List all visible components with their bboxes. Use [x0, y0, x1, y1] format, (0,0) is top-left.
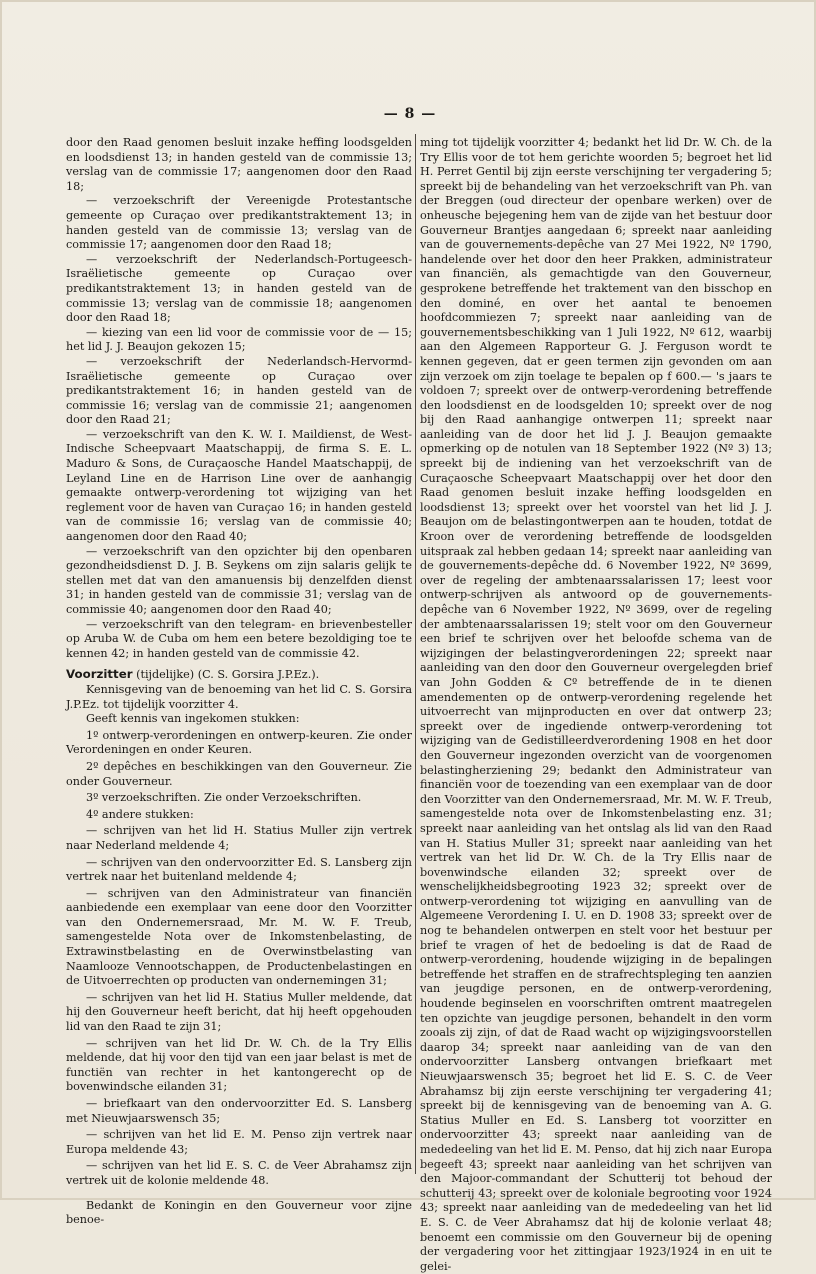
right-column: [420, 136, 772, 1274]
list-item: — schrijven van het lid H. Statius Muller meldende, dat hij den Gouverneur heeft bericht, dat hij heeft opgehouden lid van den Raad te zijn 31;: [66, 990, 412, 1034]
paragraph: Kennisgeving van de benoeming van het lid C. S. Gorsira J.P.Ez. tot tijdelijk voorzitter 4.: [66, 682, 412, 711]
list-item: — verzoekschrift der Vereenigde Protestantsche gemeente op Curaçao over predikantstraktement 13; in handen gesteld van de commissie 13; verslag van de commissie 17; aangenomen door den Raad 18;: [66, 194, 412, 252]
left-column: [66, 136, 412, 1228]
list-item: 1º ontwerp-verordeningen en ontwerp-keuren. Zie onder Verordeningen en onder Keuren.: [66, 728, 412, 757]
list-item: — schrijven van het lid E. M. Penso zijn vertrek naar Europa meldende 43;: [66, 1128, 412, 1156]
column-divider: [415, 134, 416, 1174]
section-heading: Voorzitter: [66, 667, 133, 682]
list-item: — kiezing van een lid voor de commissie voor de — 15; het lid J. J. Beaujon gekozen 15;: [66, 325, 412, 354]
list-item: — verzoekschrift van den telegram- en brievenbesteller op Aruba W. de Cuba om hem een betere bezoldiging toe te kennen 42; in handen gesteld van de commissie 42.: [66, 617, 412, 660]
paragraph: door den Raad genomen besluit inzake heffing loodsgelden en loodsdienst 13; in handen gesteld van de commissie 13; verslag van de commissie 17; aangenomen door den Raad 18;: [66, 136, 412, 193]
list-item: — verzoekschrift der Nederlandsch-Hervormd-Israëlietische gemeente op Curaçao over predikantstraktement 16; in handen gesteld van de commissie 16; verslag van de commissie 21; aangenomen door den Raad 21;: [66, 354, 412, 427]
list-item: — verzoekschrift der Nederlandsch-Portugeesch-Israëlietische gemeente op Curaçao over predikantstraktement 13; in handen gesteld van de commissie 13; verslag van de commissie 18; aangenomen door den Raad 18;: [66, 252, 412, 325]
list-item: — verzoekschrift van den K. W. I. Maildienst, de West-Indische Scheepvaart Maatschappij, de firma S. E. L. Maduro & Sons, de Curaçaosche Handel Maatschappij, de Leyland Line en de Harrison Line over de aanhangig gemaakte ontwerp-verordening tot wijziging van het reglement voor de haven van Curaçao 16; in handen gesteld van de commissie 16; verslag van de commissie 40; aangenomen door den Raad 40;: [66, 427, 412, 544]
section-heading-line: [66, 667, 412, 683]
page-number: — 8 —: [383, 106, 437, 122]
list-item: — schrijven van den ondervoorzitter Ed. S. Lansberg zijn vertrek naar het buitenland meldende 4;: [66, 855, 412, 884]
list-item: 3º verzoekschriften. Zie onder Verzoekschriften.: [86, 791, 362, 805]
section-heading-rest: (tijdelijke) (C. S. Gorsira J.P.Ez.).: [132, 668, 320, 682]
list-item: — briefkaart van den ondervoorzitter Ed. S. Lansberg met Nieuwjaarswensch 35;: [66, 1097, 412, 1125]
list-item: — schrijven van het lid E. S. C. de Veer Abrahamsz zijn vertrek uit de kolonie meldende 48.: [66, 1159, 412, 1187]
list-item: — schrijven van het lid Dr. W. Ch. de la Try Ellis meldende, dat hij voor den tijd van een jaar belast is met de functiën van rechter in het kantongerecht op de bovenwindsche eilanden 31;: [66, 1036, 412, 1094]
list-item: 2º depêches en beschikkingen van den Gouverneur. Zie onder Gouverneur.: [66, 759, 412, 788]
list-item: — schrijven van den Administrateur van financiën aanbiedende een exemplaar van eene door den Voorzitter van den Ondernemersraad, Mr. M. W. F. Treub, samengestelde Nota over de Inkomstenbelasting, de Extrawinstbelasting en de Overwinstbelasting van Naamlooze Vennootschappen, de Productenbelastingen en de Uitvoerrechten op producten van ondernemingen 31;: [66, 886, 412, 988]
paragraph: Bedankt de Koningin en den Gouverneur voor zijne benoe-: [66, 1198, 412, 1227]
paragraph: Geeft kennis van ingekomen stukken:: [86, 712, 300, 726]
paragraph: ming tot tijdelijk voorzitter 4; bedankt het lid Dr. W. Ch. de la Try Ellis voor de tot hem gerichte woorden 5; begroet het lid H. Perret Gentil bij zijn eerste verschijning ter vergadering 5; spreekt bij de behandeling van het verzoekschrift van Ph. van der Breggen (oud directeur der openbare werken) over de onheusche bejegening hem van de zijde van het bestuur door Gouverneur Brantjes aangedaan 6; spreekt naar aanleiding van de gouvernements-depêche van 27 Mei 1922, Nº 1790, handelende over het door den heer Prakken, administrateur van financiën, als gemachtigde van den Gouverneur, gesprokene betreffende het traktement van den bisschop en den dominé, en over het aantal te benoemen hoofdcommiezen 7; spreekt naar aanleiding van de gouvernementsbeschikking van 1 Juli 1922, Nº 612, waarbij aan den Algemeen Rapporteur G. J. Ferguson wordt te kennen gegeven, dat er geen termen zijn gevonden om aan zijn verzoek om zijn toelage te bepalen op f 600.— 's jaars te voldoen 7; spreekt over de ontwerp-verordening betreffende den loodsdienst en de loodsgelden 10; spreekt over de nog bij den Raad aanhangige ontwerpen 11; spreekt naar aanleiding van de door het lid J. J. Beaujon gemaakte opmerking op de notulen van 18 September 1922 (Nº 3) 13; spreekt bij de indiening van het verzoekschrift van de Curaçaosche Scheepvaart Maatschappij over het door den Raad genomen besluit inzake heffing loodsgelden en loodsdienst 13; spreekt over het voorstel van het lid J. J. Beaujon om de belastingontwerpen aan te houden, totdat de Kroon over de verordening betreffende de loodsgelden uitspraak zal hebben gedaan 14; spreekt naar aanleiding van de gouvernements-depêche dd. 6 November 1922, Nº 3699, over de regeling der ambtenaarssalarissen 17; leest voor ontwerp-schrijven als antwoord op de gouvernements-depêche van 6 November 1922, Nº 3699, over de regeling der ambtenaarssalarissen 19; stelt voor om den Gouverneur een brief te schrijven over het beloofde schema van de wijzigingen der belastingverordeningen 22; spreekt naar aanleiding van den door den Gouverneur overgelegden brief van John Godden & Cº betreffende de in te dienen amendementen op de ontwerp-verordening regelende het uitvoerrecht van mijnproducten en over dat ontwerp 23; spreekt over de ingediende ontwerp-verordening tot wijziging van de Gedistilleerdverordening 1908 en het door den Gouverneur ingezonden overzicht van de voorgenomen belastingherziening 29; bedankt den Administrateur van financiën voor de toezending van een exemplaar van de door den Voorzitter van den Ondernemersraad, Mr. M. W. F. Treub, samengestelde nota over de Inkomstenbelasting enz. 31; spreekt naar aanleiding van het ontslag als lid van den Raad van H. Statius Muller 31; spreekt naar aanleiding van het vertrek van het lid Dr. W. Ch. de la Try Ellis naar de bovenwindsche eilanden 32; spreekt over de wenschelijkheidsbegrooting 1923 32; spreekt over de ontwerp-verordening tot wijziging en aanvulling van de Algemeene Verordening I. U. en D. 1908 33; spreekt over de nog te behandelen ontwerpen en stelt voor het bestuur per brief te vragen of het de bedoeling is dat de Raad de ontwerp-verordening, houdende wijziging in de bepalingen betreffende het straffen en de strafrechtspleging ten aanzien van jeugdige personen, en de ontwerp-verordening, houdende beginselen en voorschriften omtrent maatregelen ten opzichte van jeugdige personen, behandelt in den vorm zooals zij zijn, of dat de Raad wacht op wijzigingsvoorstellen daarop 34; spreekt naar aanleiding van de van den ondervoorzitter Lansberg ontvangen briefkaart met Nieuwjaarswensch 35; begroet het lid E. S. C. de Veer Abrahamsz bij zijn eerste verschijning ter vergadering 41; spreekt bij de kennisgeving van de benoeming van A. G. Statius Muller en Ed. S. Lansberg tot voorzitter en ondervoorzitter 43; spreekt naar aanleiding van de mededeeling van het lid E. M. Penso, dat hij zich naar Europa begeeft 43; spreekt naar aanleiding van het schrijven van den Majoor-commandant der Schutterij tot behoud der schutterij 43; spreekt over de koloniale begrooting voor 1924 43; spreekt naar aanleiding van de mededeeling van het lid E. S. C. de Veer Abrahamsz dat hij de kolonie verlaat 48; benoemt een commissie om den Gouverneur bij de opening der vergadering voor het zittingjaar 1923/1924 in en uit te gelei-: [420, 136, 772, 1273]
list-item: 4º andere stukken:: [86, 807, 194, 821]
list-item: — schrijven van het lid H. Statius Muller zijn vertrek naar Nederland meldende 4;: [66, 824, 412, 852]
list-item: — verzoekschrift van den opzichter bij den openbaren gezondheidsdienst D. J. B. Seykens om zijn salaris gelijk te stellen met dat van den amanuensis bij denzelfden dienst 31; in handen gesteld van de commissie 31; verslag van de commissie 40; aangenomen door den Raad 40;: [66, 544, 412, 616]
